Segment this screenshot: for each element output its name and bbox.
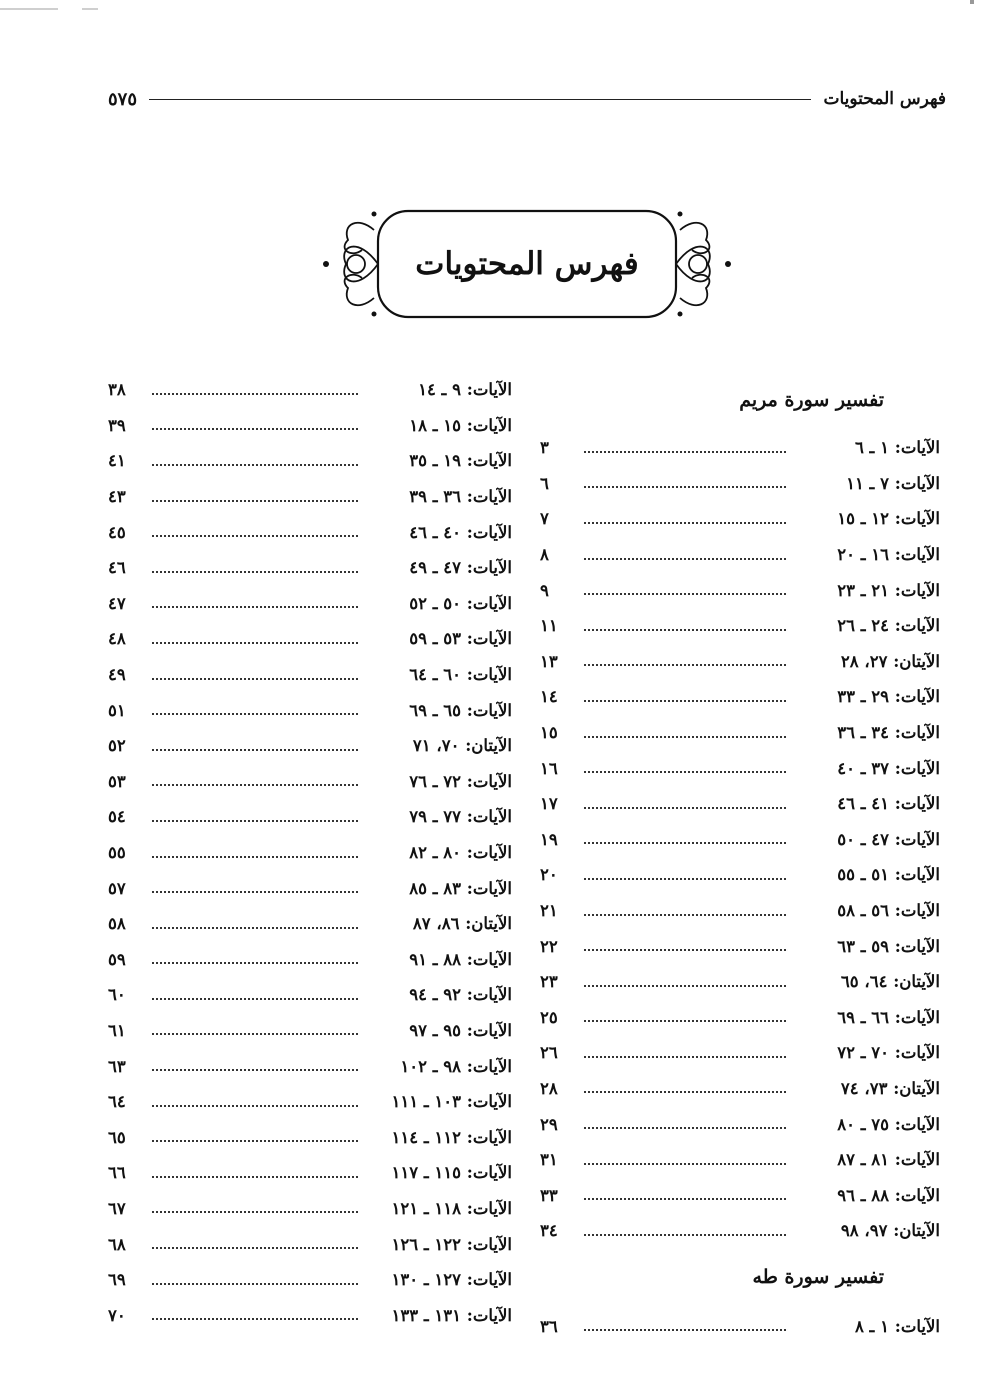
toc-entry-page: ١٣ <box>540 651 558 671</box>
toc-entry[interactable] <box>108 1262 512 1298</box>
page-number: ٥٧٥ <box>108 88 138 110</box>
toc-entry[interactable] <box>540 928 940 964</box>
toc-entry-verses: الآيات: ١٥ ـ ١٨ <box>409 415 512 435</box>
dot-leader <box>584 1163 786 1165</box>
toc-entry-verses: الآيات: ١٦ ـ ٢٠ <box>837 545 940 565</box>
toc-entry-verses: الآيات: ١١٥ ـ ١١٧ <box>391 1163 512 1183</box>
dot-leader <box>152 500 358 502</box>
toc-entry-verses: الآيات: ١ ـ ٨ <box>854 1316 940 1336</box>
toc-entry[interactable] <box>540 572 940 608</box>
dot-leader <box>584 771 786 773</box>
toc-entry[interactable] <box>540 1071 940 1107</box>
dot-leader <box>584 1329 786 1331</box>
toc-entry-page: ٣٣ <box>540 1185 558 1205</box>
toc-entry-verses: الآيات: ١٠٣ ـ ١١١ <box>391 1092 512 1112</box>
toc-entry-page: ٨ <box>540 545 549 565</box>
toc-entry-verses: الآيتان: ٨٦، ٨٧ <box>412 914 512 934</box>
section-heading-maryam: تفسير سورة مريم <box>739 389 884 411</box>
toc-entry-page: ٢٠ <box>540 865 558 885</box>
dot-leader <box>152 856 358 858</box>
toc-entry-page: ٥٩ <box>108 949 126 969</box>
toc-list-taha <box>540 1309 940 1345</box>
toc-entry-verses: الآيات: ٨١ ـ ٨٧ <box>837 1150 940 1170</box>
toc-entry-verses: الآيات: ٥١ ـ ٥٥ <box>837 865 940 885</box>
toc-entry-page: ٣٦ <box>540 1316 558 1336</box>
dot-leader <box>152 1318 358 1320</box>
toc-entry[interactable] <box>540 750 940 786</box>
toc-entry-page: ٦ <box>540 473 549 493</box>
dot-leader <box>584 914 786 916</box>
dot-leader <box>152 998 358 1000</box>
dot-leader <box>152 1176 358 1178</box>
toc-entry-verses: الآيات: ٧٢ ـ ٧٦ <box>409 771 512 791</box>
dot-leader <box>584 593 786 595</box>
toc-entry-page: ٥٧ <box>108 878 126 898</box>
toc-entry[interactable] <box>108 514 512 550</box>
toc-entry-verses: الآيات: ٩٥ ـ ٩٧ <box>409 1020 512 1040</box>
toc-entry-page: ٥٢ <box>108 736 126 756</box>
toc-entry[interactable] <box>540 1309 940 1345</box>
toc-entry[interactable] <box>540 644 940 680</box>
dot-leader <box>584 664 786 666</box>
toc-list-maryam <box>540 430 940 1249</box>
toc-entry-verses: الآيات: ٧ ـ ١١ <box>846 473 940 493</box>
toc-entry[interactable] <box>540 1106 940 1142</box>
toc-entry-verses: الآيات: ٤١ ـ ٤٦ <box>837 794 940 814</box>
toc-entry[interactable] <box>108 764 512 800</box>
toc-entry-page: ٤٨ <box>108 629 126 649</box>
toc-entry[interactable] <box>108 728 512 764</box>
dot-leader <box>584 629 786 631</box>
toc-entry-verses: الآيات: ٣٤ ـ ٣٦ <box>837 723 940 743</box>
scan-edge-mark <box>970 0 974 4</box>
toc-entry-verses: الآيتان: ٦٤، ٦٥ <box>840 972 940 992</box>
dot-leader <box>152 1247 358 1249</box>
toc-entry-page: ٣٩ <box>108 415 126 435</box>
dot-leader <box>584 1056 786 1058</box>
dot-leader <box>584 1198 786 1200</box>
toc-entry-verses: الآيات: ٨٣ ـ ٨٥ <box>409 878 512 898</box>
dot-leader <box>152 1283 358 1285</box>
toc-entry-verses: الآيات: ٩٢ ـ ٩٤ <box>409 985 512 1005</box>
dot-leader <box>152 927 358 929</box>
dot-leader <box>584 486 786 488</box>
toc-entry-page: ١١ <box>540 616 558 636</box>
toc-entry-page: ٢٢ <box>540 936 558 956</box>
toc-entry[interactable] <box>540 964 940 1000</box>
toc-entry-page: ٤٣ <box>108 487 126 507</box>
toc-entry-verses: الآيات: ٩٨ ـ ١٠٢ <box>400 1056 512 1076</box>
toc-entry-page: ٥٥ <box>108 843 126 863</box>
toc-entry-verses: الآيتان: ٧٣، ٧٤ <box>840 1078 940 1098</box>
dot-leader <box>584 807 786 809</box>
toc-entry-page: ٥١ <box>108 700 126 720</box>
toc-entry[interactable] <box>108 621 512 657</box>
toc-entry-page: ٥٤ <box>108 807 126 827</box>
dot-leader <box>584 842 786 844</box>
toc-entry[interactable] <box>108 799 512 835</box>
dot-leader <box>584 451 786 453</box>
toc-entry-verses: الآيات: ٥٩ ـ ٦٣ <box>837 936 940 956</box>
toc-entry-page: ٦٧ <box>108 1198 126 1218</box>
toc-entry[interactable] <box>108 1226 512 1262</box>
dot-leader <box>584 736 786 738</box>
toc-entry-page: ٤٩ <box>108 665 126 685</box>
toc-entry-page: ٣ <box>540 438 549 458</box>
dot-leader <box>152 1069 358 1071</box>
toc-entry[interactable] <box>108 479 512 515</box>
toc-entry-page: ١٩ <box>540 829 558 849</box>
toc-entry-verses: الآيات: ٨٨ ـ ٩٦ <box>837 1185 940 1205</box>
toc-entry[interactable] <box>108 408 512 444</box>
toc-entry[interactable] <box>108 586 512 622</box>
dot-leader <box>152 1211 358 1213</box>
running-header <box>108 84 946 114</box>
toc-entry-verses: الآيات: ٢٩ ـ ٣٣ <box>837 687 940 707</box>
toc-entry-page: ٦٨ <box>108 1234 126 1254</box>
toc-entry[interactable] <box>108 1191 512 1227</box>
toc-entry-page: ٦٦ <box>108 1163 126 1183</box>
toc-entry[interactable] <box>540 715 940 751</box>
dot-leader <box>584 878 786 880</box>
toc-entry[interactable] <box>108 870 512 906</box>
toc-column-left <box>108 372 512 1333</box>
dot-leader <box>152 535 358 537</box>
toc-entry-page: ١٧ <box>540 794 558 814</box>
toc-entry-page: ٦٣ <box>108 1056 126 1076</box>
toc-column-right <box>540 380 940 1344</box>
toc-entry-verses: الآيات: ٥٦ ـ ٥٨ <box>837 901 940 921</box>
toc-entry[interactable] <box>108 372 512 408</box>
toc-entry[interactable] <box>540 822 940 858</box>
toc-entry[interactable] <box>540 1177 940 1213</box>
section-heading-taha: تفسير سورة طه <box>752 1265 884 1288</box>
running-header-rule <box>149 99 811 100</box>
toc-entry[interactable] <box>540 786 940 822</box>
dot-leader <box>584 1127 786 1129</box>
toc-entry-verses: الآيات: ١١٢ ـ ١١٤ <box>391 1127 512 1147</box>
toc-entry-verses: الآيات: ٦٠ ـ ٦٤ <box>409 665 512 685</box>
dot-leader <box>152 1033 358 1035</box>
toc-entry[interactable] <box>540 608 940 644</box>
toc-entry[interactable] <box>108 1297 512 1333</box>
toc-entry-page: ١٦ <box>540 758 558 778</box>
toc-entry-verses: الآيات: ٣٧ ـ ٤٠ <box>837 758 940 778</box>
page-title: فهرس المحتويات <box>415 246 639 282</box>
dot-leader <box>152 820 358 822</box>
toc-entry[interactable] <box>540 1035 940 1071</box>
toc-entry-verses: الآيات: ٢٤ ـ ٢٦ <box>837 616 940 636</box>
toc-entry-page: ٧ <box>540 509 549 529</box>
toc-entry-verses: الآيات: ٦٥ ـ ٦٩ <box>409 700 512 720</box>
toc-entry[interactable] <box>540 501 940 537</box>
toc-entry-page: ٦٩ <box>108 1270 126 1290</box>
toc-entry-page: ٤١ <box>108 451 126 471</box>
dot-leader <box>584 985 786 987</box>
dot-leader <box>584 1091 786 1093</box>
toc-entry-page: ١٤ <box>540 687 558 707</box>
toc-entry-verses: الآيات: ٨٠ ـ ٨٢ <box>409 843 512 863</box>
toc-entry-page: ٢١ <box>540 901 558 921</box>
toc-entry[interactable] <box>540 1213 940 1249</box>
toc-entry[interactable] <box>540 466 940 502</box>
toc-entry-verses: الآيات: ١٢٧ ـ ١٣٠ <box>391 1270 512 1290</box>
toc-entry[interactable] <box>108 1048 512 1084</box>
toc-entry-verses: الآيات: ١١٨ ـ ١٢١ <box>391 1198 512 1218</box>
toc-entry[interactable] <box>108 657 512 693</box>
toc-entry[interactable] <box>108 977 512 1013</box>
toc-entry-verses: الآيات: ٥٣ ـ ٥٩ <box>409 629 512 649</box>
scan-edge-line-mid <box>82 8 98 10</box>
toc-entry-page: ٦١ <box>108 1020 126 1040</box>
dot-leader <box>584 700 786 702</box>
toc-entry-page: ٢٨ <box>540 1078 558 1098</box>
toc-entry[interactable] <box>540 430 940 466</box>
toc-entry-page: ٦٥ <box>108 1127 126 1147</box>
dot-leader <box>152 428 358 430</box>
toc-entry-verses: الآيات: ٧٠ ـ ٧٢ <box>837 1043 940 1063</box>
toc-entry[interactable] <box>108 1155 512 1191</box>
toc-entry-verses: الآيات: ١٢ ـ ١٥ <box>837 509 940 529</box>
dot-leader <box>152 464 358 466</box>
toc-entry-page: ٣٨ <box>108 380 126 400</box>
toc-entry[interactable] <box>108 692 512 728</box>
toc-entry-verses: الآيات: ٥٠ ـ ٥٢ <box>409 593 512 613</box>
toc-entry-verses: الآيات: ٣٦ ـ ٣٩ <box>409 487 512 507</box>
toc-entry-page: ٥٣ <box>108 771 126 791</box>
dot-leader <box>584 558 786 560</box>
toc-entry-verses: الآيات: ١٣١ ـ ١٣٣ <box>391 1305 512 1325</box>
dot-leader <box>152 1105 358 1107</box>
toc-entry[interactable] <box>108 906 512 942</box>
toc-entry[interactable] <box>108 1013 512 1049</box>
scan-edge-line-left <box>0 8 58 10</box>
toc-entry[interactable] <box>540 1142 940 1178</box>
toc-entry-page: ٤٧ <box>108 593 126 613</box>
toc-entry-verses: الآيتان: ٧٠، ٧١ <box>412 736 512 756</box>
toc-entry-page: ٦٠ <box>108 985 126 1005</box>
toc-entry-page: ٩ <box>540 580 549 600</box>
toc-entry[interactable] <box>540 857 940 893</box>
toc-entry-verses: الآيات: ٤٧ ـ ٤٩ <box>409 558 512 578</box>
dot-leader <box>152 571 358 573</box>
toc-entry-page: ١٥ <box>540 723 558 743</box>
toc-entry-page: ٢٩ <box>540 1114 558 1134</box>
toc-entry[interactable] <box>540 679 940 715</box>
dot-leader <box>152 393 358 395</box>
toc-entry-page: ٤٦ <box>108 558 126 578</box>
toc-entry-verses: الآيات: ٤٧ ـ ٥٠ <box>837 829 940 849</box>
toc-entry-verses: الآيات: ٩ ـ ١٤ <box>418 380 512 400</box>
dot-leader <box>584 1020 786 1022</box>
toc-list-taha-continued <box>108 372 512 1333</box>
toc-entry[interactable] <box>108 443 512 479</box>
dot-leader <box>584 522 786 524</box>
dot-leader <box>152 891 358 893</box>
dot-leader <box>152 784 358 786</box>
toc-entry-verses: الآيتان: ٩٧، ٩٨ <box>840 1221 940 1241</box>
toc-entry-page: ٣٤ <box>540 1221 558 1241</box>
toc-entry-page: ٣١ <box>540 1150 558 1170</box>
toc-entry-page: ٢٥ <box>540 1007 558 1027</box>
toc-entry[interactable] <box>108 835 512 871</box>
toc-entry-verses: الآيات: ٤٠ ـ ٤٦ <box>409 522 512 542</box>
toc-entry-verses: الآيات: ٧٥ ـ ٨٠ <box>837 1114 940 1134</box>
dot-leader <box>152 1140 358 1142</box>
dot-leader <box>152 606 358 608</box>
toc-entry[interactable] <box>108 550 512 586</box>
dot-leader <box>152 749 358 751</box>
dot-leader <box>584 1234 786 1236</box>
toc-entry[interactable] <box>540 1000 940 1036</box>
toc-entry-verses: الآيات: ١٩ ـ ٣٥ <box>409 451 512 471</box>
toc-entry-verses: الآيات: ٨٨ ـ ٩١ <box>409 949 512 969</box>
dot-leader <box>152 713 358 715</box>
toc-entry-page: ٧٠ <box>108 1305 126 1325</box>
dot-leader <box>584 949 786 951</box>
toc-entry-page: ٢٦ <box>540 1043 558 1063</box>
toc-entry-verses: الآيات: ١ ـ ٦ <box>854 438 940 458</box>
toc-entry-verses: الآيتان: ٢٧، ٢٨ <box>840 651 940 671</box>
toc-entry[interactable] <box>108 1084 512 1120</box>
toc-entry-verses: الآيات: ١٢٢ ـ ١٢٦ <box>391 1234 512 1254</box>
dot-leader <box>152 642 358 644</box>
toc-entry-page: ٦٤ <box>108 1092 126 1112</box>
toc-entry-page: ٢٣ <box>540 972 558 992</box>
toc-entry-page: ٤٥ <box>108 522 126 542</box>
toc-entry-verses: الآيات: ٢١ ـ ٢٣ <box>837 580 940 600</box>
toc-entry-verses: الآيات: ٦٦ ـ ٦٩ <box>837 1007 940 1027</box>
toc-entry[interactable] <box>108 1119 512 1155</box>
dot-leader <box>152 962 358 964</box>
toc-entry-verses: الآيات: ٧٧ ـ ٧٩ <box>409 807 512 827</box>
toc-entry[interactable] <box>540 537 940 573</box>
toc-entry[interactable] <box>540 893 940 929</box>
dot-leader <box>152 678 358 680</box>
toc-entry-page: ٥٨ <box>108 914 126 934</box>
toc-entry[interactable] <box>108 942 512 978</box>
running-header-title: فهرس المحتويات <box>823 89 946 109</box>
